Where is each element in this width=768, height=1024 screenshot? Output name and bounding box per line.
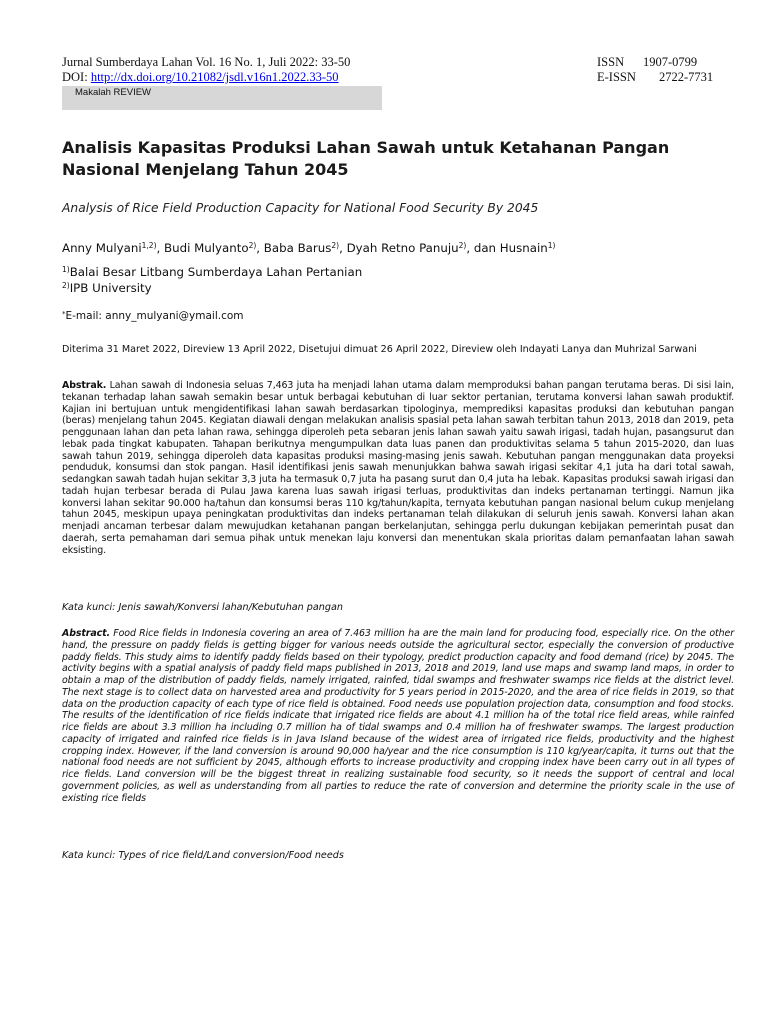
author-separator: , dan [466,241,500,255]
corresponding-email [62,307,244,323]
doi-label: DOI: [62,70,91,84]
author-name: Husnain [499,241,548,255]
keywords-indonesian: Kata kunci: Jenis sawah/Konversi lahan/Kebutuhan pangan [62,602,343,613]
author-separator: , [156,241,165,255]
abstract-label: Abstract. [62,628,111,639]
affiliation-marker: 1) [62,265,70,274]
author-name: Budi Mulyanto [164,241,249,255]
author-separator: , [339,241,347,255]
issn-block [597,55,713,85]
issn-value: 1907-0799 [643,55,698,69]
author-name: Dyah Retno Panuju [346,241,459,255]
author-affil-marker: 1) [547,241,556,250]
eissn-value: 2722-7731 [659,70,714,84]
author-separator: , [256,241,264,255]
author-name: Baba Barus [263,241,332,255]
affiliation-2 [62,278,662,296]
paper-subtitle-english: Analysis of Rice Field Production Capacity for National Food Security By 2045 [62,201,539,215]
email-marker: * [62,310,66,318]
author-affil-marker: 2) [458,241,467,250]
abstract-english [62,628,734,804]
author-affil-marker: 2) [331,241,340,250]
abstract-indonesian [62,380,734,556]
doi-line [62,70,350,85]
article-type: Makalah REVIEW [75,87,152,98]
journal-citation [62,55,350,85]
affiliation-text: Balai Besar Litbang Sumberdaya Lahan Pertanian [69,265,363,279]
review-history: Diterima 31 Maret 2022, Direview 13 April 2022, Disetujui dimuat 26 April 2022, Direview oleh Indayati Lanya dan Muhrizal Sarwani [62,344,697,355]
abstract-text: Food Rice fields in Indonesia covering an area of 7.463 million ha are the main land for producing food, especially rice. On the other hand, the pressure on paddy fields is getting bigger for various needs outside the agricultural sector, especially the conversion of productive paddy fields. This study aims to identify paddy fields based on their typology, predict production capacity and food demand (rice) by 2045. The activity begins with a spatial analysis of paddy field maps published in 2013, 2018 and 2019, land use maps and swamp land maps, in order to obtain a map of the distribution of paddy fields, namely irrigated, rainfed, tidal swamps and freshwater swamps rice fields at the district level. The next stage is to collect data on harvested area and productivity for 5 years period in 2015-2020, and the area of rice fields in 2019, so that data on the production capacity of each type of rice field is obtained. Food needs use population projection data, consumption and food stocks. The results of the identification of rice fields indicate that irrigated rice fields are about 4.1 million ha of the total rice field areas, while rainfed rice fields are about 3.3 million ha including 0.7 million ha of tidal swamps and 0.4 million ha of freshwater swamps. The largest production capacity of irrigated and rainfed rice fields is in Java Island because of the widest area of irrigated rice fields, productivity and the highest cropping index. However, if the land conversion is around 90,000 ha/year and the rice consumption is 110 kg/year/capita, it turns out that the national food needs are not sufficient by 2045, although efforts to increase productivity and cropping index have been carry out in all types of rice fields. Land conversion will be the biggest threat in realizing sustainable food security, so it needs the support of central and local government policies, as well as understanding from all parties to reduce the rate of conversion and determine the priority scale in the use of existing rice fields [62,628,734,804]
abstrak-text: Lahan sawah di Indonesia seluas 7,463 juta ha menjadi lahan utama dalam memproduksi bahan pangan terutama beras. Di sisi lain, tekanan terhadap lahan sawah semakin besar untuk berbagai kebutuhan di luar sektor pertanian, terutama konversi lahan sawah produktif. Kajian ini bertujuan untuk mengidentifikasi lahan sawah berdasarkan tipologinya, memprediksi kapasitas produksi dan kebutuhan pangan (beras) menjelang tahun 2045. Kegiatan diawali dengan melakukan analisis spasial peta lahan sawah terbitan tahun 2013, 2018 dan 2019, peta penggunaan lahan dan peta lahan rawa, sehingga diperoleh peta sebaran jenis lahan sawah yaitu sawah irigasi, tadah hujan, pasangsurut dan lebak pada tingkat kabupaten. Tahapan berikutnya mengumpulkan data luas panen dan produktivitas selama 5 tahun 2015-2020, dan luas sawah tahun 2019, sehingga diperoleh data kapasitas produksi masing-masing jenis sawah. Kebutuhan pangan menggunakan data proyeksi penduduk, konsumsi dan stok pangan. Hasil identifikasi jenis sawah menunjukkan bahwa sawah irigasi sekitar 4,1 juta ha dari total sawah, sedangkan sawah tadah hujan sekitar 3,3 juta ha termasuk 0,7 juta ha pasang surut dan 0,4 juta ha lebak. Kapasitas produksi sawah irigasi dan tadah hujan terbesar berada di Pulau Jawa karena luas sawah irigasi terluas, produktivitas dan indeks pertanaman tertinggi. Namun jika konversi lahan sekitar 90.000 ha/tahun dan konsumsi beras 110 kg/tahun/kapita, ternyata kebutuhan pangan nasional belum cukup menjelang tahun 2045, meskipun upaya peningkatan produktivitas dan indeks pertanaman telah dilakukan di seluruh jenis sawah. Konversi lahan akan menjadi ancaman terbesar dalam mewujudkan ketahanan pangan berkelanjutan, sehingga perlu dukungan kebijakan pemerintah pusat dan daerah, serta pemahaman dari semua pihak untuk menekan laju konversi dan menentukan skala prioritas dalam pemanfaatan lahan sawah eksisting. [62,380,734,556]
eissn-row [597,70,713,85]
journal-line: Jurnal Sumberdaya Lahan Vol. 16 No. 1, Juli 2022: 33-50 [62,55,351,69]
author-affil-marker: 1,2) [141,241,157,250]
issn-row [597,55,713,70]
author-list [62,238,722,256]
issn-label: ISSN [597,55,625,69]
eissn-label: E-ISSN [597,70,636,84]
affiliation-text: IPB University [69,281,152,295]
abstrak-label: Abstrak. [62,380,107,391]
article-type-bar [62,86,382,110]
paper-title: Analisis Kapasitas Produksi Lahan Sawah untuk Ketahanan Pangan Nasional Menjelang Tahun 2045 [62,138,670,179]
affiliation-marker: 2) [62,281,70,290]
author-affil-marker: 2) [248,241,257,250]
doi-link[interactable]: http://dx.doi.org/10.21082/jsdl.v16n1.2022.33-50 [90,70,339,84]
email-text: E-mail: anny_mulyani@ymail.com [65,310,244,322]
author-name: Anny Mulyani [62,241,142,255]
keywords-english: Kata kunci: Types of rice field/Land conversion/Food needs [62,850,344,861]
